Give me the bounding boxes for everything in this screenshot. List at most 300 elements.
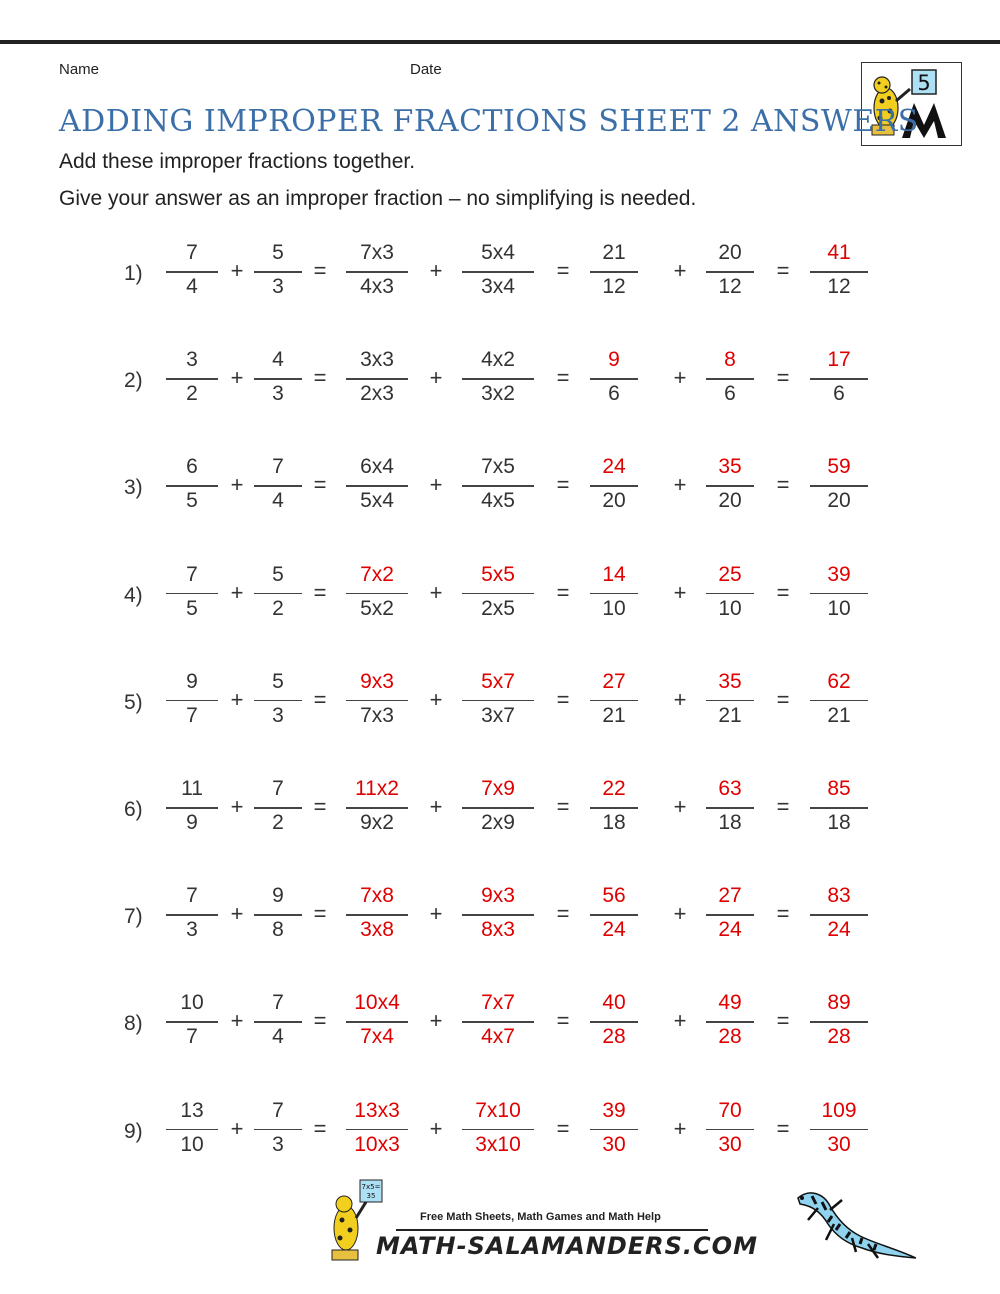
fraction-bar — [166, 700, 218, 702]
fraction-f — [706, 669, 754, 739]
fraction-d — [462, 669, 534, 739]
denominator: 5 — [186, 489, 198, 513]
fraction-bar — [346, 1129, 408, 1131]
problem-number: 3) — [124, 476, 143, 500]
numerator: 3x3 — [360, 348, 394, 372]
fraction-f — [706, 776, 754, 846]
denominator: 4 — [272, 489, 284, 513]
plus-sign: + — [673, 901, 687, 927]
fraction-a — [166, 883, 218, 953]
numerator: 109 — [821, 1098, 857, 1122]
fraction-b — [254, 990, 302, 1060]
fraction-bar — [810, 1129, 868, 1131]
fraction-bar — [706, 807, 754, 809]
denominator: 24 — [602, 918, 626, 942]
fraction-bar — [810, 485, 868, 487]
plus-sign: + — [429, 579, 443, 605]
fraction-bar — [346, 378, 408, 380]
denominator: 6 — [833, 382, 845, 406]
denominator: 30 — [718, 1132, 742, 1156]
fraction-e — [590, 454, 638, 524]
fraction-bar — [254, 700, 302, 702]
grade-number: 5 — [917, 71, 931, 95]
problem-number: 2) — [124, 369, 143, 393]
denominator: 3x2 — [481, 382, 515, 406]
plus-sign: + — [230, 686, 244, 712]
problem-row — [0, 240, 1000, 320]
problem-number: 5) — [124, 690, 143, 714]
problem-row — [0, 776, 1000, 856]
denominator: 10 — [718, 596, 742, 620]
fraction-bar — [166, 1021, 218, 1023]
fraction-c — [346, 454, 408, 524]
fraction-g — [810, 990, 868, 1060]
denominator: 18 — [718, 811, 742, 834]
fraction-bar — [706, 914, 754, 916]
fraction-c — [346, 1098, 408, 1168]
fraction-bar — [166, 807, 218, 809]
equals-sign: = — [313, 472, 327, 498]
date-label: Date — [410, 61, 442, 78]
fraction-bar — [346, 271, 408, 273]
denominator: 18 — [602, 811, 626, 834]
fraction-bar — [590, 1129, 638, 1131]
plus-sign: + — [673, 472, 687, 498]
fraction-bar — [166, 914, 218, 916]
plus-sign: + — [230, 258, 244, 283]
fraction-g — [810, 454, 868, 524]
plus-sign: + — [429, 1008, 443, 1034]
denominator: 5 — [186, 596, 198, 620]
fraction-bar — [346, 593, 408, 595]
equals-sign: = — [313, 686, 327, 712]
plus-sign: + — [429, 901, 443, 927]
equals-sign: = — [776, 686, 790, 712]
fraction-c — [346, 240, 408, 310]
denominator: 7x3 — [360, 703, 394, 727]
fraction-bar — [590, 1021, 638, 1023]
fraction-e — [590, 776, 638, 846]
fraction-f — [706, 347, 754, 417]
equals-sign: = — [313, 579, 327, 605]
fraction-e — [590, 347, 638, 417]
equals-sign: = — [556, 794, 570, 819]
fraction-d — [462, 240, 534, 310]
fraction-d — [462, 1098, 534, 1168]
problem-number: 4) — [124, 583, 143, 607]
fraction-g — [810, 562, 868, 632]
problem-row — [0, 883, 1000, 963]
numerator: 7x9 — [481, 777, 515, 800]
denominator: 28 — [718, 1025, 742, 1049]
fraction-bar — [346, 807, 408, 809]
fraction-f — [706, 1098, 754, 1168]
plus-sign: + — [429, 365, 443, 391]
equals-sign: = — [556, 686, 570, 712]
numerator: 5x4 — [481, 241, 515, 264]
numerator: 20 — [718, 241, 742, 264]
fraction-bar — [166, 271, 218, 273]
equals-sign: = — [776, 794, 790, 819]
fraction-bar — [254, 271, 302, 273]
fraction-c — [346, 990, 408, 1060]
fraction-b — [254, 454, 302, 524]
fraction-c — [346, 347, 408, 417]
footer-tagline: Free Math Sheets, Math Games and Math Help — [420, 1211, 661, 1223]
fraction-bar — [706, 593, 754, 595]
numerator: 7 — [272, 777, 284, 800]
numerator: 9 — [608, 348, 620, 372]
fraction-bar — [254, 485, 302, 487]
problem-row — [0, 669, 1000, 749]
numerator: 7 — [186, 241, 198, 264]
fraction-bar — [462, 485, 534, 487]
numerator: 7 — [272, 1098, 284, 1122]
salamander-icon — [790, 1186, 920, 1266]
fraction-bar — [810, 271, 868, 273]
fraction-a — [166, 347, 218, 417]
plus-sign: + — [673, 686, 687, 712]
denominator: 24 — [718, 918, 742, 942]
denominator: 20 — [602, 489, 626, 513]
denominator: 2x9 — [481, 811, 515, 834]
fraction-bar — [810, 1021, 868, 1023]
denominator: 9 — [186, 811, 198, 834]
fraction-a — [166, 562, 218, 632]
fraction-c — [346, 883, 408, 953]
fraction-c — [346, 669, 408, 739]
fraction-bar — [706, 700, 754, 702]
numerator: 35 — [718, 669, 742, 693]
fraction-f — [706, 240, 754, 310]
numerator: 89 — [827, 991, 851, 1015]
denominator: 12 — [718, 275, 742, 298]
numerator: 7 — [186, 562, 198, 586]
fraction-c — [346, 562, 408, 632]
equals-sign: = — [556, 472, 570, 498]
denominator: 7 — [186, 1025, 198, 1049]
numerator: 7x8 — [360, 884, 394, 908]
equals-sign: = — [776, 365, 790, 391]
equals-sign: = — [313, 1115, 327, 1141]
problem-row — [0, 562, 1000, 642]
numerator: 13 — [180, 1098, 204, 1122]
fraction-d — [462, 562, 534, 632]
equals-sign: = — [776, 1115, 790, 1141]
denominator: 28 — [602, 1025, 626, 1049]
fraction-g — [810, 240, 868, 310]
numerator: 9x3 — [360, 669, 394, 693]
numerator: 41 — [827, 241, 851, 264]
denominator: 9x2 — [360, 811, 394, 834]
fraction-d — [462, 454, 534, 524]
numerator: 9 — [186, 669, 198, 693]
problem-number: 7) — [124, 905, 143, 929]
problem-row — [0, 454, 1000, 534]
denominator: 30 — [602, 1132, 626, 1156]
denominator: 4 — [186, 275, 198, 298]
denominator: 30 — [827, 1132, 851, 1156]
fraction-a — [166, 990, 218, 1060]
fraction-bar — [706, 271, 754, 273]
numerator: 13x3 — [354, 1098, 400, 1122]
numerator: 6 — [186, 455, 198, 479]
fraction-bar — [166, 593, 218, 595]
numerator: 7x5 — [481, 455, 515, 479]
fraction-e — [590, 240, 638, 310]
fraction-bar — [810, 914, 868, 916]
fraction-f — [706, 883, 754, 953]
plus-sign: + — [429, 258, 443, 283]
plus-sign: + — [673, 579, 687, 605]
numerator: 39 — [827, 562, 851, 586]
numerator: 63 — [718, 777, 742, 800]
fraction-bar — [462, 271, 534, 273]
fraction-e — [590, 883, 638, 953]
fraction-bar — [810, 593, 868, 595]
denominator: 3x7 — [481, 703, 515, 727]
plus-sign: + — [429, 686, 443, 712]
fraction-f — [706, 990, 754, 1060]
numerator: 39 — [602, 1098, 626, 1122]
equals-sign: = — [776, 579, 790, 605]
fraction-bar — [254, 1129, 302, 1131]
denominator: 4x7 — [481, 1025, 515, 1049]
numerator: 7 — [186, 884, 198, 908]
fraction-g — [810, 669, 868, 739]
denominator: 3 — [272, 382, 284, 406]
fraction-bar — [590, 378, 638, 380]
fraction-bar — [462, 1129, 534, 1131]
fraction-g — [810, 883, 868, 953]
numerator: 5 — [272, 669, 284, 693]
plus-sign: + — [230, 794, 244, 819]
numerator: 35 — [718, 455, 742, 479]
fraction-bar — [462, 914, 534, 916]
fraction-g — [810, 776, 868, 846]
fraction-e — [590, 562, 638, 632]
plus-sign: + — [230, 472, 244, 498]
numerator: 7x2 — [360, 562, 394, 586]
denominator: 6 — [608, 382, 620, 406]
fraction-bar — [346, 914, 408, 916]
numerator: 21 — [602, 241, 626, 264]
numerator: 27 — [718, 884, 742, 908]
instruction-line-2: Give your answer as an improper fraction – no simplifying is needed. — [59, 187, 697, 210]
denominator: 18 — [827, 811, 851, 834]
denominator: 5x2 — [360, 596, 394, 620]
denominator: 20 — [718, 489, 742, 513]
fraction-e — [590, 990, 638, 1060]
plus-sign: + — [673, 794, 687, 819]
numerator: 7 — [272, 991, 284, 1015]
svg-text:35: 35 — [366, 1192, 376, 1200]
numerator: 10x4 — [354, 991, 400, 1015]
numerator: 11x2 — [355, 777, 399, 800]
fraction-bar — [706, 378, 754, 380]
denominator: 10 — [602, 596, 626, 620]
fraction-d — [462, 347, 534, 417]
numerator: 5x7 — [481, 669, 515, 693]
problem-number: 9) — [124, 1119, 143, 1143]
plus-sign: + — [230, 1008, 244, 1034]
fraction-bar — [346, 485, 408, 487]
fraction-bar — [810, 807, 868, 809]
denominator: 7x4 — [360, 1025, 394, 1049]
fraction-f — [706, 562, 754, 632]
numerator: 27 — [602, 669, 626, 693]
numerator: 10 — [180, 991, 204, 1015]
fraction-a — [166, 240, 218, 310]
plus-sign: + — [673, 365, 687, 391]
denominator: 4x3 — [360, 275, 394, 298]
fraction-b — [254, 1098, 302, 1168]
fraction-b — [254, 883, 302, 953]
denominator: 4 — [272, 1025, 284, 1049]
denominator: 7 — [186, 703, 198, 727]
numerator: 85 — [827, 777, 851, 800]
fraction-b — [254, 240, 302, 310]
fraction-bar — [462, 1021, 534, 1023]
denominator: 20 — [827, 489, 851, 513]
plus-sign: + — [429, 794, 443, 819]
fraction-bar — [590, 914, 638, 916]
fraction-bar — [462, 700, 534, 702]
fraction-bar — [254, 378, 302, 380]
plus-sign: + — [230, 579, 244, 605]
problem-row — [0, 347, 1000, 427]
denominator: 3 — [272, 1132, 284, 1156]
denominator: 21 — [827, 703, 851, 727]
fraction-bar — [254, 807, 302, 809]
fraction-bar — [346, 1021, 408, 1023]
denominator: 24 — [827, 918, 851, 942]
equals-sign: = — [776, 258, 790, 283]
fraction-e — [590, 669, 638, 739]
denominator: 2x3 — [360, 382, 394, 406]
numerator: 9x3 — [481, 884, 515, 908]
fraction-b — [254, 669, 302, 739]
numerator: 83 — [827, 884, 851, 908]
equals-sign: = — [313, 365, 327, 391]
fraction-bar — [346, 700, 408, 702]
fraction-f — [706, 454, 754, 524]
equals-sign: = — [776, 472, 790, 498]
plus-sign: + — [429, 472, 443, 498]
fraction-bar — [462, 378, 534, 380]
denominator: 2x5 — [481, 596, 515, 620]
instruction-line-1: Add these improper fractions together. — [59, 150, 416, 173]
equals-sign: = — [556, 1008, 570, 1034]
fraction-a — [166, 1098, 218, 1168]
numerator: 7x3 — [360, 241, 394, 264]
denominator: 21 — [718, 703, 742, 727]
problem-number: 6) — [124, 798, 143, 821]
fraction-c — [346, 776, 408, 846]
fraction-bar — [166, 1129, 218, 1131]
numerator: 59 — [827, 455, 851, 479]
footer-brand: MATH-SALAMANDERS.COM — [376, 1232, 758, 1260]
denominator: 2 — [272, 596, 284, 620]
fraction-bar — [254, 914, 302, 916]
fraction-bar — [590, 485, 638, 487]
fraction-b — [254, 347, 302, 417]
fraction-d — [462, 883, 534, 953]
fraction-bar — [590, 807, 638, 809]
numerator: 7x7 — [481, 991, 515, 1015]
denominator: 12 — [602, 275, 626, 298]
fraction-bar — [590, 271, 638, 273]
numerator: 24 — [602, 455, 626, 479]
fraction-a — [166, 669, 218, 739]
denominator: 21 — [602, 703, 626, 727]
fraction-d — [462, 990, 534, 1060]
fraction-e — [590, 1098, 638, 1168]
numerator: 7 — [272, 455, 284, 479]
denominator: 10 — [180, 1132, 204, 1156]
denominator: 3 — [186, 918, 198, 942]
numerator: 22 — [602, 777, 626, 800]
denominator: 8x3 — [481, 918, 515, 942]
numerator: 6x4 — [360, 455, 394, 479]
equals-sign: = — [313, 1008, 327, 1034]
fraction-bar — [810, 378, 868, 380]
denominator: 2 — [272, 811, 284, 834]
denominator: 3 — [272, 275, 284, 298]
denominator: 3x8 — [360, 918, 394, 942]
fraction-bar — [706, 1129, 754, 1131]
plus-sign: + — [673, 258, 687, 283]
fraction-d — [462, 776, 534, 846]
denominator: 4x5 — [481, 489, 515, 513]
fraction-a — [166, 454, 218, 524]
denominator: 3x4 — [481, 275, 515, 298]
denominator: 10 — [827, 596, 851, 620]
name-label: Name — [59, 61, 100, 78]
top-rule — [0, 40, 1000, 44]
denominator: 5x4 — [360, 489, 394, 513]
fraction-bar — [810, 700, 868, 702]
numerator: 17 — [827, 348, 851, 372]
numerator: 56 — [602, 884, 626, 908]
plus-sign: + — [673, 1115, 687, 1141]
equals-sign: = — [313, 794, 327, 819]
equals-sign: = — [556, 1115, 570, 1141]
denominator: 8 — [272, 918, 284, 942]
fraction-bar — [462, 593, 534, 595]
fraction-b — [254, 562, 302, 632]
equals-sign: = — [556, 901, 570, 927]
fraction-bar — [706, 1021, 754, 1023]
plus-sign: + — [230, 901, 244, 927]
fraction-a — [166, 776, 218, 846]
numerator: 5 — [272, 562, 284, 586]
fraction-bar — [166, 378, 218, 380]
numerator: 70 — [718, 1098, 742, 1122]
numerator: 49 — [718, 991, 742, 1015]
numerator: 8 — [724, 348, 736, 372]
denominator: 28 — [827, 1025, 851, 1049]
problem-number: 8) — [124, 1012, 143, 1036]
fraction-bar — [254, 1021, 302, 1023]
page-title: ADDING IMPROPER FRACTIONS SHEET 2 ANSWERS — [59, 104, 919, 139]
fraction-bar — [590, 593, 638, 595]
numerator: 14 — [602, 562, 626, 586]
numerator: 25 — [718, 562, 742, 586]
numerator: 62 — [827, 669, 851, 693]
fraction-bar — [166, 485, 218, 487]
fraction-bar — [254, 593, 302, 595]
